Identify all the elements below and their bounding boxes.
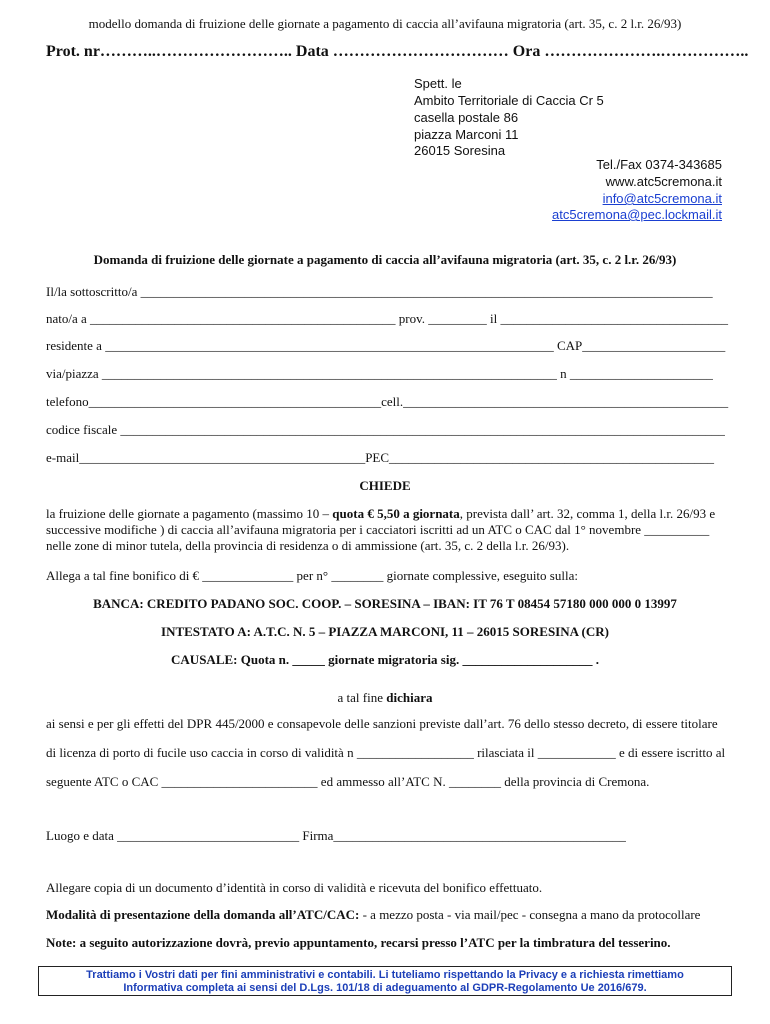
request-paragraph-line3: nelle zone di minor tutela, della provincia di residenza o di ammissione (art. 35, c. 2 della l.r. 26/93). [46, 538, 570, 553]
field-codice-fiscale: codice fiscale _____________________________________________________________________________________________ [46, 422, 725, 437]
recipient-name: Ambito Territoriale di Caccia Cr 5 [414, 93, 604, 108]
bank-details: BANCA: CREDITO PADANO SOC. COOP. – SORESINA – IBAN: IT 76 T 08454 57180 000 000 0 13997 [93, 596, 677, 611]
declaration-intro: a tal fine [337, 690, 387, 705]
privacy-line1: Trattiamo i Vostri dati per fini amministrativi e contabili. Li tuteliamo rispettando la Privacy e a richiesta rimettiamo [86, 969, 684, 981]
submission-methods-label: Modalità di presentazione della domanda all’ATC/CAC: [46, 907, 360, 922]
contact-email-link[interactable]: info@atc5cremona.it [602, 191, 722, 206]
form-title: modello domanda di fruizione delle giornate a pagamento di caccia all’avifauna migratoria (art. 35, c. 2 l.r. 26/93) [88, 16, 682, 31]
place-date-signature: Luogo e data ____________________________ Firma_____________________________________________ [46, 828, 626, 843]
chiede-heading: CHIEDE [359, 478, 411, 493]
field-sottoscritto: Il/la sottoscritto/a ________________________________________________________________________________________ [46, 284, 713, 299]
stamp-note: Note: a seguito autorizzazione dovrà, previo appuntamento, recarsi presso l’ATC per la timbratura del tesserino. [46, 935, 671, 950]
declaration-line3: seguente ATC o CAC ________________________ ed ammesso all’ATC N. ________ della provincia di Cremona. [46, 774, 650, 789]
declaration-keyword: dichiara [386, 690, 433, 705]
declaration-heading [0, 690, 770, 706]
request-fee: quota € 5,50 a giornata [332, 506, 460, 521]
application-title: Domanda di fruizione delle giornate a pagamento di caccia all’avifauna migratoria (art. 35, c. 2 l.r. 26/93) [93, 252, 677, 267]
contact-website: www.atc5cremona.it [605, 174, 722, 189]
account-holder: INTESTATO A: A.T.C. N. 5 – PIAZZA MARCONI, 11 – 26015 SORESINA (CR) [161, 624, 609, 639]
request-paragraph-line2: successive modifiche ) di caccia all’avifauna migratoria per i cacciatori iscritti ad un ATC o CAC dal 1° novembre __________ [46, 522, 710, 537]
declaration-line2: di licenza di porto di fucile uso caccia in corso di validità n __________________ rilasciata il ____________ e di essere iscritto al [46, 745, 726, 760]
contact-phone: Tel./Fax 0374-343685 [596, 157, 722, 172]
protocol-line: Prot. nr………..…………………….. Data …………………………… Ora ………………….…………….. [46, 43, 749, 60]
declaration-line1: ai sensi e per gli effetti del DPR 445/2000 e consapevole delle sanzioni previste dall’art. 76 dello stesso decreto, di essere titolare [46, 716, 718, 731]
field-nato: nato/a a _______________________________________________ prov. _________ il ___________________________________ [46, 311, 728, 326]
field-residente: residente a _____________________________________________________________________ CAP______________________ [46, 338, 726, 353]
submission-methods [46, 907, 700, 923]
privacy-notice-box [38, 966, 732, 996]
recipient-street: piazza Marconi 11 [414, 127, 519, 142]
request-paragraph-line1 [46, 506, 715, 522]
recipient-city: 26015 Soresina [414, 143, 506, 158]
field-via: via/piazza ______________________________________________________________________ n ______________________ [46, 366, 713, 381]
submission-methods-options: - a mezzo posta - via mail/pec - consegna a mano da protocollare [359, 907, 701, 922]
field-telefono: telefono_____________________________________________cell.__________________________________________________ [46, 394, 729, 409]
payment-line: Allega a tal fine bonifico di € ______________ per n° ________ giornate complessive, eseguito sulla: [46, 568, 578, 583]
field-email: e-mail____________________________________________PEC__________________________________________________ [46, 450, 715, 465]
request-text-a: la fruizione delle giornate a pagamento (massimo 10 – [46, 506, 333, 521]
attachments-note: Allegare copia di un documento d’identità in corso di validità e ricevuta del bonifico effettuato. [46, 880, 543, 895]
recipient-salutation: Spett. le [414, 76, 462, 91]
payment-reason: CAUSALE: Quota n. _____ giornate migratoria sig. ____________________ . [171, 652, 599, 667]
request-text-c: , prevista dall’ art. 32, comma 1, della l.r. 26/93 e [459, 506, 716, 521]
recipient-po-box: casella postale 86 [414, 110, 519, 125]
contact-pec-link[interactable]: atc5cremona@pec.lockmail.it [552, 207, 722, 222]
privacy-line2: Informativa completa ai sensi del D.Lgs. 101/18 di adeguamento al GDPR-Regolamento Ue 2016/679. [123, 982, 647, 994]
